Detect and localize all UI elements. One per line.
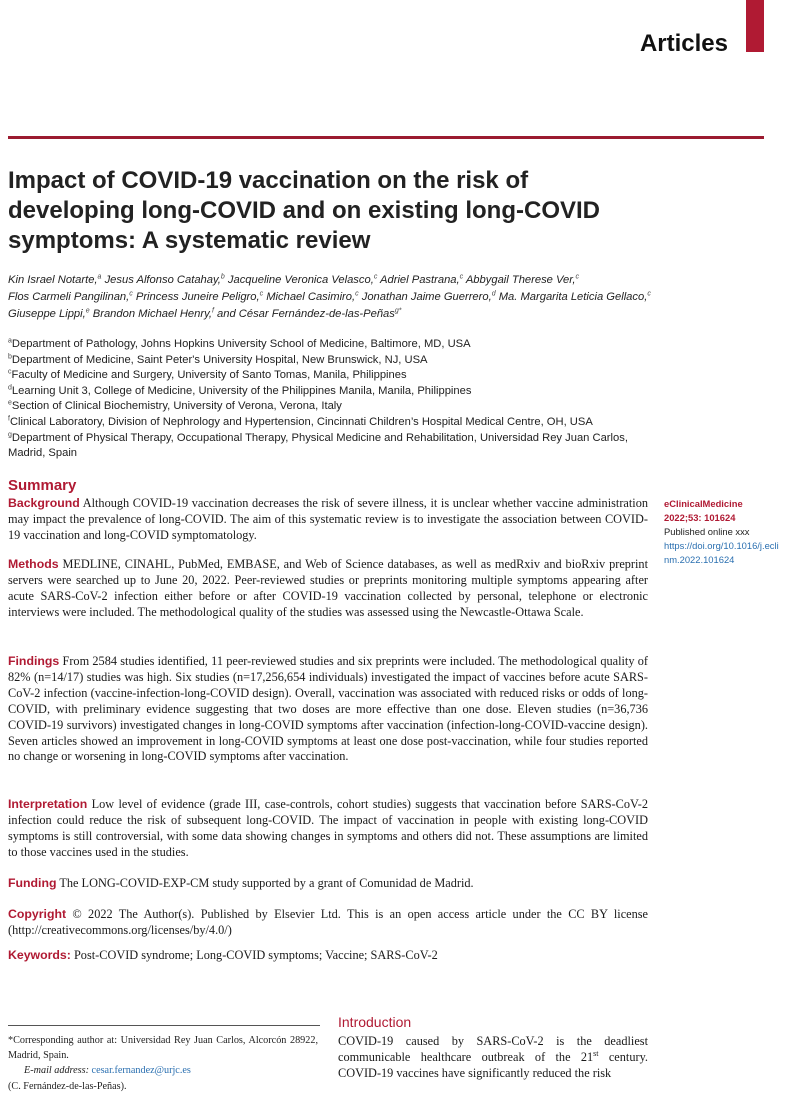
author-name xyxy=(105,274,225,286)
author-affiliation-marker: c xyxy=(259,290,264,298)
affiliation-item xyxy=(8,368,658,384)
affiliation-text: Department of Physical Therapy, Occupational Therapy, Physical Medicine and Rehabilitation, Universidad Rey Juan Carlos, Madrid, Spain xyxy=(8,431,628,460)
findings-text: From 2584 studies identified, 11 peer-reviewed studies and six preprints were included. The methodological quality of 82% (n=14/17) studies was high. Six studies (n=17,256,654 individuals) investigated the impact of vaccines before acute SARS-CoV-2 infection (vaccine-infection-long-COVID design). Overall, vaccination was associated with reduced risks or odds of long-COVID, with preliminary evidence suggesting that two doses are more effective than one dose. Eleven studies (n=36,736 COVID-19 survivors) investigated changes in long-COVID symptoms after vaccination (infection-long-COVID-vaccine design). Seven articles showed an improvement in long-COVID symptoms at least one dose post-vaccination, while four studies reported no change or worsening in long-COVID symptoms after vaccination. xyxy=(8,654,648,764)
keywords-label: Keywords: xyxy=(8,948,71,962)
funding-text: The LONG-COVID-EXP-CM study supported by a grant of Comunidad de Madrid. xyxy=(59,876,474,890)
author-name xyxy=(380,274,463,286)
article-info-sidebar xyxy=(664,497,782,567)
corresponding-author-footnote xyxy=(8,1033,318,1094)
interpretation-text: Low level of evidence (grade III, case-controls, cohort studies) suggests that vaccination before SARS-CoV-2 infection could reduce the risk of subsequent long-COVID. The impact of vaccination in people with existing long-COVID symptoms is still controversial, with some data showing changes in symptoms and others did not. These assumptions are limited to those vaccines used in the studies. xyxy=(8,797,648,859)
author-name-text: Kin Israel Notarte, xyxy=(8,274,98,286)
affiliation-text: Department of Medicine, Saint Peter's University Hospital, New Brunswick, NJ, USA xyxy=(11,353,428,366)
author-name xyxy=(8,274,101,286)
author-name-text: Michael Casimiro, xyxy=(266,291,356,303)
interpretation-label: Interpretation xyxy=(8,797,88,811)
author-name xyxy=(8,291,133,303)
journal-color-tab xyxy=(746,0,764,52)
section-label: Articles xyxy=(639,30,728,57)
corresponding-address: *Corresponding author at: Universidad Rey Juan Carlos, Alcorcón 28922, Madrid, Spain. xyxy=(8,1035,318,1062)
affiliation-key: a xyxy=(8,337,12,345)
author-affiliation-marker: c xyxy=(373,273,378,281)
affiliation-item xyxy=(8,399,658,415)
author-affiliation-marker: b xyxy=(220,273,225,281)
affiliation-item xyxy=(8,431,658,462)
affiliation-text: Section of Clinical Biochemistry, University of Verona, Verona, Italy xyxy=(11,400,342,413)
author-affiliation-marker: c xyxy=(459,273,464,281)
background-label: Background xyxy=(8,496,80,510)
author-name xyxy=(228,274,377,286)
affiliation-item xyxy=(8,384,658,400)
journal-volume: 2022;53: 101624 xyxy=(664,512,736,523)
copyright-text: © 2022 The Author(s). Published by Elsevier Ltd. This is an open access article under the CC BY license ( xyxy=(8,907,648,937)
summary-findings xyxy=(8,654,648,765)
author-name xyxy=(136,291,263,303)
copyright-end: ) xyxy=(227,922,232,937)
author-affiliation-marker: c xyxy=(129,290,133,298)
author-affiliation-marker: g* xyxy=(394,307,402,315)
funding-label: Funding xyxy=(8,876,57,890)
affiliation-text: Learning Unit 3, College of Medicine, University of the Philippines Manila, Manila, Philippines xyxy=(11,384,472,397)
affiliation-list xyxy=(8,337,658,462)
affiliation-key: f xyxy=(8,415,10,423)
affiliation-key: e xyxy=(8,399,12,407)
affiliation-text: Department of Pathology, Johns Hopkins University School of Medicine, Baltimore, MD, USA xyxy=(11,338,471,350)
email-label: E-mail address: xyxy=(24,1065,89,1077)
author-name xyxy=(466,274,579,286)
keywords-text: Post-COVID syndrome; Long-COVID symptoms; Vaccine; SARS-CoV-2 xyxy=(73,948,438,962)
findings-label: Findings xyxy=(8,654,60,668)
author-name-text: Brandon Michael Henry, xyxy=(92,308,212,320)
author-name-text: Jacqueline Veronica Velasco, xyxy=(227,274,374,286)
summary-interpretation xyxy=(8,797,648,861)
author-name-text: Abbygail Therese Ver, xyxy=(465,274,576,286)
header-rule xyxy=(8,136,764,139)
summary-methods xyxy=(8,557,648,621)
email-link[interactable]: cesar.fernandez@urjc.es xyxy=(91,1065,191,1077)
methods-label: Methods xyxy=(8,557,59,571)
author-name xyxy=(8,308,90,320)
methods-text: MEDLINE, CINAHL, PubMed, EMBASE, and Web of Science databases, as well as medRxiv and bioRxiv preprint servers were searched up to June 20, 2022. Peer-reviewed studies or preprints monitoring multiple symptoms appearing after acute SARS-CoV-2 infection either before or after COVID-19 vaccination collected by personal, telephone or electronic interviews were included. The methodological quality of the studies was assessed using the Newcastle-Ottawa Scale. xyxy=(8,557,648,619)
affiliation-key: c xyxy=(8,368,12,376)
author-affiliation-marker: d xyxy=(491,290,496,298)
license-link[interactable]: http://creativecommons.org/licenses/by/4.0/ xyxy=(12,922,228,937)
affiliation-key: d xyxy=(8,384,12,392)
author-name-text: Jonathan Jaime Guerrero, xyxy=(361,291,492,303)
affiliation-key: g xyxy=(8,430,12,438)
summary-heading: Summary xyxy=(8,477,77,494)
summary-background xyxy=(8,496,648,544)
author-name-text: and César Fernández-de-las-Peñas xyxy=(217,308,395,320)
affiliation-text: Clinical Laboratory, Division of Nephrology and Hypertension, Cincinnati Children’s Hospital Medical Centre, OH, USA xyxy=(9,415,593,428)
footnote-rule xyxy=(8,1025,320,1026)
intro-text-part1: COVID-19 caused by SARS-CoV-2 is the deadliest communicable healthcare outbreak of the 21 xyxy=(338,1034,648,1064)
author-name xyxy=(93,308,214,320)
summary-funding xyxy=(8,876,648,892)
doi-link[interactable]: https://doi.org/10.1016/j.eclinm.2022.101624 xyxy=(664,540,779,565)
intro-superscript: st xyxy=(593,1048,599,1058)
author-name xyxy=(499,291,651,303)
author-name-text: Jesus Alfonso Catahay, xyxy=(104,274,221,286)
author-name-text: Adriel Pastrana, xyxy=(380,274,460,286)
article-title: Impact of COVID-19 vaccination on the risk of developing long-COVID and on existing long-COVID symptoms: A systematic review xyxy=(8,167,600,254)
affiliation-item xyxy=(8,353,658,369)
author-list xyxy=(8,272,658,323)
intro-text-part2: century. COVID-19 vaccines have significantly reduced the risk xyxy=(338,1050,648,1080)
author-name xyxy=(266,291,358,303)
copyright-label: Copyright xyxy=(8,907,67,921)
author-name xyxy=(217,308,401,320)
affiliation-key: b xyxy=(8,352,12,360)
introduction-text xyxy=(338,1033,648,1081)
corresponding-name: (C. Fernández-de-las-Peñas). xyxy=(8,1080,127,1092)
author-name-text: Giuseppe Lippi, xyxy=(8,308,86,320)
summary-keywords xyxy=(8,948,648,964)
author-name-text: Ma. Margarita Leticia Gellaco, xyxy=(498,291,648,303)
published-date: Published online xxx xyxy=(664,526,750,537)
author-name xyxy=(362,291,496,303)
author-affiliation-marker: f xyxy=(211,307,214,315)
introduction-heading: Introduction xyxy=(338,1014,412,1030)
journal-name: eClinicalMedicine xyxy=(664,498,743,509)
affiliation-item xyxy=(8,415,658,431)
author-affiliation-marker: c xyxy=(575,273,579,281)
background-text: Although COVID-19 vaccination decreases the risk of severe illness, it is unclear whether vaccine administration may impact the prevalence of long-COVID. The aim of this systematic review is to investigate the association between COVID-19 vaccination and long-COVID symptomatology. xyxy=(8,496,648,542)
author-affiliation-marker: c xyxy=(647,290,651,298)
affiliation-text: Faculty of Medicine and Surgery, University of Santo Tomas, Manila, Philippines xyxy=(11,369,407,382)
author-affiliation-marker: e xyxy=(85,307,90,315)
author-affiliation-marker: c xyxy=(355,290,359,298)
summary-copyright xyxy=(8,907,648,939)
affiliation-item xyxy=(8,337,658,353)
author-affiliation-marker: a xyxy=(97,273,102,281)
author-name-text: Princess Juneire Peligro, xyxy=(135,291,260,303)
author-name-text: Flos Carmeli Pangilinan, xyxy=(8,291,130,303)
